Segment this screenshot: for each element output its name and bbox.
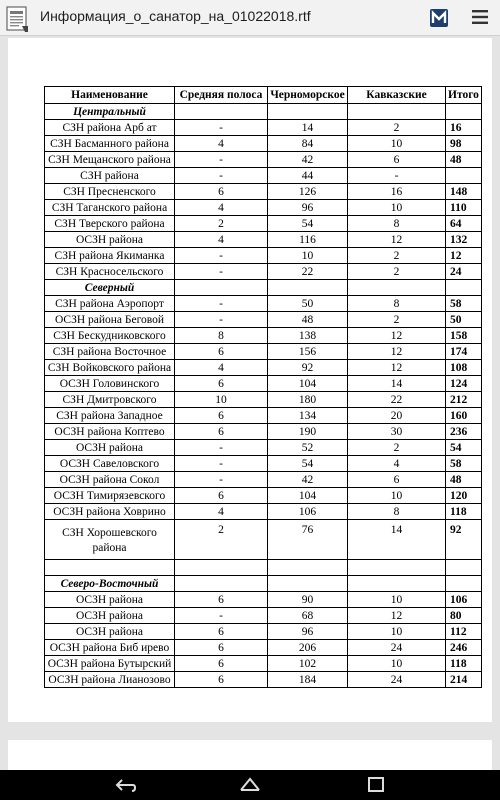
row-name: СЗН Мещанского района <box>45 152 175 168</box>
row-name: СЗН Таганского района <box>45 200 175 216</box>
system-nav-bar <box>0 770 500 800</box>
table-row <box>45 440 482 456</box>
total-value: 174 <box>446 344 482 360</box>
black-sea-value: 76 <box>268 520 348 560</box>
row-name: ОСЗН района <box>45 608 175 624</box>
total-value: 160 <box>446 408 482 424</box>
column-header: Итого <box>446 87 482 104</box>
total-value: 80 <box>446 608 482 624</box>
caucasus-value: 10 <box>348 136 446 152</box>
row-name: ОСЗН района <box>45 232 175 248</box>
total-value: 12 <box>446 248 482 264</box>
middle-zone-value: - <box>175 152 268 168</box>
caucasus-value: 10 <box>348 488 446 504</box>
empty-cell <box>175 560 268 576</box>
total-value: 58 <box>446 456 482 472</box>
middle-zone-value: - <box>175 168 268 184</box>
table-row <box>45 408 482 424</box>
middle-zone-value: 6 <box>175 408 268 424</box>
empty-cell <box>348 576 446 592</box>
black-sea-value: 96 <box>268 624 348 640</box>
middle-zone-value: 6 <box>175 424 268 440</box>
caucasus-value: 10 <box>348 656 446 672</box>
middle-zone-value: 6 <box>175 344 268 360</box>
black-sea-value: 92 <box>268 360 348 376</box>
caucasus-value: 8 <box>348 216 446 232</box>
table-row <box>45 640 482 656</box>
table-row <box>45 200 482 216</box>
middle-zone-value: 2 <box>175 520 268 560</box>
middle-zone-value: 10 <box>175 392 268 408</box>
middle-zone-value: - <box>175 120 268 136</box>
black-sea-value: 102 <box>268 656 348 672</box>
document-title: Информация_о_санатор_на_01022018.rtf <box>40 8 311 24</box>
middle-zone-value: 4 <box>175 136 268 152</box>
middle-zone-value: - <box>175 248 268 264</box>
table-row <box>45 424 482 440</box>
sanatorium-table <box>44 86 482 688</box>
total-value: 98 <box>446 136 482 152</box>
region-row <box>45 280 482 296</box>
document-icon[interactable] <box>6 6 30 32</box>
empty-cell <box>175 576 268 592</box>
empty-cell <box>446 280 482 296</box>
caucasus-value: 12 <box>348 360 446 376</box>
caucasus-value: 8 <box>348 504 446 520</box>
app-bar <box>0 0 500 36</box>
table-row <box>45 232 482 248</box>
row-name: СЗН района Аэропорт <box>45 296 175 312</box>
middle-zone-value: 6 <box>175 640 268 656</box>
caucasus-value: 30 <box>348 424 446 440</box>
middle-zone-value: - <box>175 440 268 456</box>
total-value: 108 <box>446 360 482 376</box>
black-sea-value: 10 <box>268 248 348 264</box>
table-row <box>45 264 482 280</box>
middle-zone-value: 4 <box>175 360 268 376</box>
row-name: ОСЗН района <box>45 592 175 608</box>
empty-cell <box>446 576 482 592</box>
black-sea-value: 50 <box>268 296 348 312</box>
caucasus-value: 10 <box>348 624 446 640</box>
caucasus-value: 24 <box>348 640 446 656</box>
black-sea-value: 42 <box>268 152 348 168</box>
column-header: Черноморское <box>268 87 348 104</box>
total-value: 110 <box>446 200 482 216</box>
table-row <box>45 608 482 624</box>
black-sea-value: 138 <box>268 328 348 344</box>
total-value: 64 <box>446 216 482 232</box>
column-header: Наименование <box>45 87 175 104</box>
table-row <box>45 592 482 608</box>
total-value: 120 <box>446 488 482 504</box>
region-name: Северный <box>45 280 175 296</box>
black-sea-value: 68 <box>268 608 348 624</box>
row-name: ОСЗН района Коптево <box>45 424 175 440</box>
caucasus-value: 2 <box>348 312 446 328</box>
row-name: СЗН района Арб ат <box>45 120 175 136</box>
middle-zone-value: 8 <box>175 328 268 344</box>
row-name: СЗН района <box>45 168 175 184</box>
empty-cell <box>45 560 175 576</box>
black-sea-value: 14 <box>268 120 348 136</box>
table-row <box>45 624 482 640</box>
row-name: СЗН района Якиманка <box>45 248 175 264</box>
total-value: 118 <box>446 656 482 672</box>
caucasus-value: 6 <box>348 472 446 488</box>
region-row <box>45 576 482 592</box>
row-name: СЗН Войковского района <box>45 360 175 376</box>
black-sea-value: 104 <box>268 488 348 504</box>
black-sea-value: 116 <box>268 232 348 248</box>
caucasus-value: 8 <box>348 296 446 312</box>
black-sea-value: 156 <box>268 344 348 360</box>
black-sea-value: 84 <box>268 136 348 152</box>
row-name: ОСЗН Тимирязевского <box>45 488 175 504</box>
middle-zone-value: 6 <box>175 624 268 640</box>
m-logo-icon[interactable] <box>430 9 448 27</box>
table-row <box>45 296 482 312</box>
middle-zone-value: - <box>175 296 268 312</box>
middle-zone-value: 2 <box>175 216 268 232</box>
table-row <box>45 672 482 688</box>
spacer-row <box>45 560 482 576</box>
caucasus-value: 6 <box>348 152 446 168</box>
table-row <box>45 392 482 408</box>
table-row <box>45 120 482 136</box>
total-value: 112 <box>446 624 482 640</box>
caucasus-value: 20 <box>348 408 446 424</box>
total-value: 246 <box>446 640 482 656</box>
table-row <box>45 488 482 504</box>
black-sea-value: 54 <box>268 456 348 472</box>
row-name: ОСЗН района Сокол <box>45 472 175 488</box>
total-value: 50 <box>446 312 482 328</box>
document-page[interactable] <box>8 38 492 722</box>
black-sea-value: 190 <box>268 424 348 440</box>
total-value: 132 <box>446 232 482 248</box>
next-page-edge <box>8 740 492 770</box>
table-row <box>45 656 482 672</box>
table-row <box>45 376 482 392</box>
empty-cell <box>175 280 268 296</box>
total-value: 212 <box>446 392 482 408</box>
middle-zone-value: - <box>175 608 268 624</box>
caucasus-value: 12 <box>348 608 446 624</box>
region-name: Центральный <box>45 104 175 120</box>
home-icon[interactable] <box>238 776 262 794</box>
total-value: 236 <box>446 424 482 440</box>
caucasus-value: 2 <box>348 120 446 136</box>
total-value: 106 <box>446 592 482 608</box>
empty-cell <box>175 104 268 120</box>
middle-zone-value: 6 <box>175 592 268 608</box>
row-name: СЗН Дмитровского <box>45 392 175 408</box>
middle-zone-value: 6 <box>175 184 268 200</box>
table-header-row <box>45 87 482 104</box>
black-sea-value: 54 <box>268 216 348 232</box>
table-row <box>45 360 482 376</box>
middle-zone-value: - <box>175 264 268 280</box>
row-name: СЗН Пресненского <box>45 184 175 200</box>
black-sea-value: 206 <box>268 640 348 656</box>
empty-cell <box>268 560 348 576</box>
table-row <box>45 248 482 264</box>
total-value: 124 <box>446 376 482 392</box>
total-value: 118 <box>446 504 482 520</box>
black-sea-value: 134 <box>268 408 348 424</box>
black-sea-value: 44 <box>268 168 348 184</box>
middle-zone-value: 6 <box>175 488 268 504</box>
caucasus-value: 10 <box>348 200 446 216</box>
region-name: Северо-Восточный <box>45 576 175 592</box>
middle-zone-value: 6 <box>175 656 268 672</box>
black-sea-value: 22 <box>268 264 348 280</box>
middle-zone-value: 4 <box>175 504 268 520</box>
caucasus-value: 2 <box>348 248 446 264</box>
total-value: 48 <box>446 152 482 168</box>
black-sea-value: 106 <box>268 504 348 520</box>
black-sea-value: 184 <box>268 672 348 688</box>
table-row <box>45 136 482 152</box>
total-value: 54 <box>446 440 482 456</box>
total-value: 48 <box>446 472 482 488</box>
middle-zone-value: 4 <box>175 200 268 216</box>
row-name: ОСЗН района Ховрино <box>45 504 175 520</box>
empty-cell <box>446 104 482 120</box>
total-value: 158 <box>446 328 482 344</box>
caucasus-value: 14 <box>348 520 446 560</box>
black-sea-value: 48 <box>268 312 348 328</box>
empty-cell <box>348 560 446 576</box>
caucasus-value: 14 <box>348 376 446 392</box>
table-row <box>45 152 482 168</box>
table-row <box>45 344 482 360</box>
column-header: Средняя полоса <box>175 87 268 104</box>
middle-zone-value: 6 <box>175 672 268 688</box>
row-name: СЗН района Западное <box>45 408 175 424</box>
row-name: СЗН Бескудниковского <box>45 328 175 344</box>
black-sea-value: 42 <box>268 472 348 488</box>
black-sea-value: 52 <box>268 440 348 456</box>
middle-zone-value: - <box>175 456 268 472</box>
row-name: ОСЗН района Биб ирево <box>45 640 175 656</box>
row-name: СЗН Тверского района <box>45 216 175 232</box>
total-value: 16 <box>446 120 482 136</box>
table-row <box>45 184 482 200</box>
row-name: СЗН Красносельского <box>45 264 175 280</box>
middle-zone-value: 4 <box>175 232 268 248</box>
caucasus-value: 24 <box>348 672 446 688</box>
black-sea-value: 180 <box>268 392 348 408</box>
recent-apps-icon[interactable] <box>364 776 388 794</box>
empty-cell <box>348 104 446 120</box>
caucasus-value: 22 <box>348 392 446 408</box>
row-name: СЗН Басманного района <box>45 136 175 152</box>
empty-cell <box>446 560 482 576</box>
caucasus-value: 12 <box>348 344 446 360</box>
caucasus-value: 16 <box>348 184 446 200</box>
caucasus-value: 2 <box>348 440 446 456</box>
table-row <box>45 520 482 560</box>
table-row <box>45 168 482 184</box>
empty-cell <box>348 280 446 296</box>
total-value: 148 <box>446 184 482 200</box>
total-value: 92 <box>446 520 482 560</box>
row-name: ОСЗН района Бутырский <box>45 656 175 672</box>
total-value: 24 <box>446 264 482 280</box>
row-name: СЗН Хорошевского района <box>45 520 175 560</box>
row-name: ОСЗН района Лианозово <box>45 672 175 688</box>
middle-zone-value: - <box>175 472 268 488</box>
black-sea-value: 96 <box>268 200 348 216</box>
empty-cell <box>268 104 348 120</box>
table-row <box>45 328 482 344</box>
hamburger-menu-icon[interactable] <box>472 10 488 24</box>
empty-cell <box>268 280 348 296</box>
total-value: 58 <box>446 296 482 312</box>
row-name: ОСЗН района <box>45 440 175 456</box>
caucasus-value: 12 <box>348 232 446 248</box>
table-row <box>45 312 482 328</box>
total-value: 214 <box>446 672 482 688</box>
region-row <box>45 104 482 120</box>
column-header: Кавказские <box>348 87 446 104</box>
middle-zone-value: - <box>175 312 268 328</box>
row-name: ОСЗН Савеловского <box>45 456 175 472</box>
middle-zone-value: 6 <box>175 376 268 392</box>
table-row <box>45 456 482 472</box>
table-row <box>45 504 482 520</box>
row-name: ОСЗН района <box>45 624 175 640</box>
empty-cell <box>268 576 348 592</box>
black-sea-value: 104 <box>268 376 348 392</box>
row-name: ОСЗН Головинского <box>45 376 175 392</box>
row-name: СЗН района Восточное <box>45 344 175 360</box>
caucasus-value: 4 <box>348 456 446 472</box>
caucasus-value: 12 <box>348 328 446 344</box>
table-row <box>45 472 482 488</box>
back-icon[interactable] <box>113 776 137 794</box>
caucasus-value: - <box>348 168 446 184</box>
caucasus-value: 10 <box>348 592 446 608</box>
total-value <box>446 168 482 184</box>
black-sea-value: 126 <box>268 184 348 200</box>
row-name: ОСЗН района Беговой <box>45 312 175 328</box>
table-row <box>45 216 482 232</box>
black-sea-value: 90 <box>268 592 348 608</box>
caucasus-value: 2 <box>348 264 446 280</box>
